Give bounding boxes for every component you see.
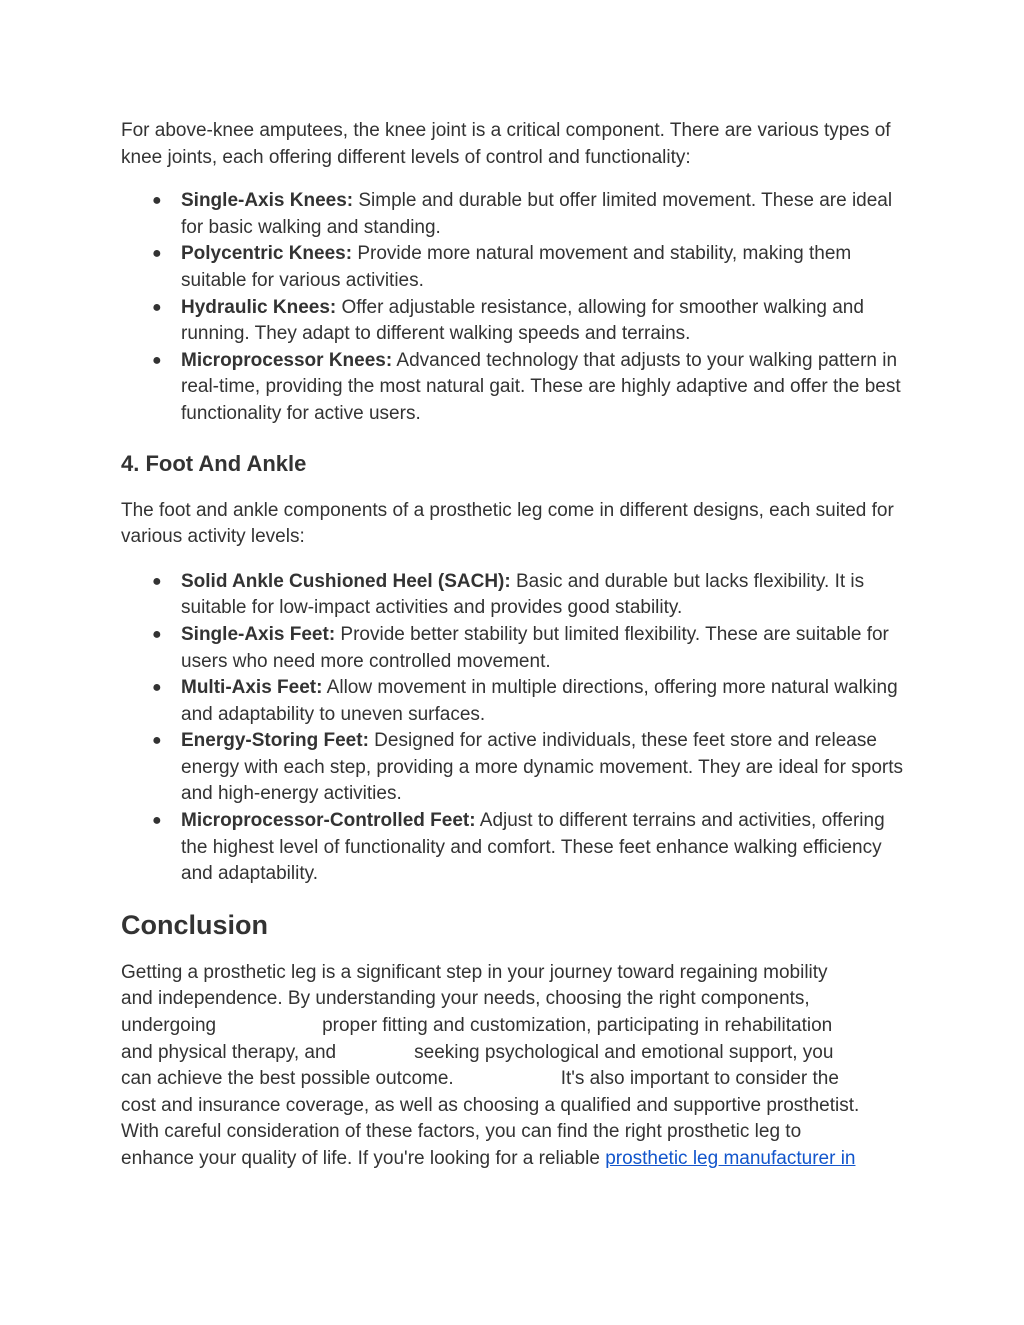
foot-types-list xyxy=(121,569,911,888)
document-page xyxy=(121,118,911,1173)
list-item xyxy=(121,241,911,294)
list-item-term: Multi-Axis Feet: xyxy=(181,677,323,699)
conclusion-line: proper fitting and customization, participating in rehabilitation xyxy=(322,1015,833,1037)
list-item-term: Microprocessor Knees: xyxy=(181,349,393,371)
prosthetic-manufacturer-link[interactable]: prosthetic leg manufacturer in xyxy=(605,1148,856,1169)
bullet-icon: ● xyxy=(152,351,162,369)
foot-ankle-heading: 4. Foot And Ankle xyxy=(121,450,307,476)
list-item-term: Solid Ankle Cushioned Heel (SACH): xyxy=(181,570,511,592)
list-item-desc: Designed for active individuals, these feet store and release energy with each step, providing a more dynamic movement. They are ideal for sports and high-energy activities. xyxy=(181,730,903,805)
list-item-desc: Allow movement in multiple directions, offering more natural walking and adaptability to uneven surfaces. xyxy=(181,677,898,725)
conclusion-paragraph xyxy=(121,960,911,1173)
conclusion-line: cost and insurance coverage, as well as choosing a qualified and supportive prosthetist. xyxy=(121,1094,860,1116)
list-item-term: Single-Axis Feet: xyxy=(181,623,336,645)
conclusion-line: enhance your quality of life. If you're looking for a reliable xyxy=(121,1148,606,1169)
bullet-icon: ● xyxy=(152,192,162,210)
conclusion-line: undergoing xyxy=(121,1015,217,1037)
knee-intro-paragraph: For above-knee amputees, the knee joint is a critical component. There are various types of knee joints, each offering different levels of control and functionality: xyxy=(121,120,891,168)
list-item xyxy=(121,348,911,428)
list-item-term: Microprocessor-Controlled Feet: xyxy=(181,810,476,832)
list-item-term: Hydraulic Knees: xyxy=(181,296,337,318)
list-item-desc: Basic and durable but lacks flexibility. It is suitable for low-impact activities and provides good stability. xyxy=(181,570,865,619)
list-item xyxy=(121,295,911,348)
list-item xyxy=(121,622,911,675)
list-item-term: Energy-Storing Feet: xyxy=(181,730,369,752)
conclusion-line: and physical therapy, and xyxy=(121,1041,337,1063)
conclusion-line: can achieve the best possible outcome. xyxy=(121,1068,454,1090)
conclusion-heading: Conclusion xyxy=(121,909,268,940)
list-item-term: Polycentric Knees: xyxy=(181,243,353,265)
bullet-icon: ● xyxy=(152,625,162,643)
foot-intro-paragraph: The foot and ankle components of a prosthetic leg come in different designs, each suited for various activity levels: xyxy=(121,499,894,548)
list-item xyxy=(121,808,911,888)
conclusion-line: Getting a prosthetic leg is a significant step in your journey toward regaining mobility xyxy=(121,961,828,983)
conclusion-line: With careful consideration of these factors, you can find the right prosthetic leg to xyxy=(121,1121,802,1143)
bullet-icon: ● xyxy=(152,679,162,697)
list-item-desc: Provide better stability but limited flexibility. These are suitable for users who need more controlled movement. xyxy=(181,623,889,672)
list-item-term: Single-Axis Knees: xyxy=(181,190,354,212)
list-item xyxy=(121,675,911,728)
list-item-desc: Provide more natural movement and stability, making them suitable for various activities. xyxy=(181,243,852,291)
bullet-icon: ● xyxy=(152,812,162,830)
list-item-desc: Advanced technology that adjusts to your walking pattern in real-time, providing the most natural gait. These are highly adaptive and offer the best functionality for active users. xyxy=(181,349,901,424)
conclusion-line: seeking psychological and emotional support, you xyxy=(414,1041,834,1063)
bullet-icon: ● xyxy=(152,298,162,316)
list-item-desc: Adjust to different terrains and activities, offering the highest level of functionality and comfort. These feet enhance walking efficiency and adaptability. xyxy=(181,810,885,885)
conclusion-line: It's also important to consider the xyxy=(560,1068,839,1090)
list-item-desc: Offer adjustable resistance, allowing for smoother walking and running. They adapt to different walking speeds and terrains. xyxy=(181,296,864,345)
bullet-icon: ● xyxy=(152,245,162,263)
list-item xyxy=(121,188,911,241)
knee-types-list xyxy=(121,188,911,427)
conclusion-line: and independence. By understanding your needs, choosing the right components, xyxy=(121,988,810,1010)
bullet-icon: ● xyxy=(152,572,162,590)
list-item xyxy=(121,569,911,622)
list-item-desc: Simple and durable but offer limited movement. These are ideal for basic walking and standing. xyxy=(181,190,893,238)
bullet-icon: ● xyxy=(152,732,162,750)
list-item xyxy=(121,728,911,808)
